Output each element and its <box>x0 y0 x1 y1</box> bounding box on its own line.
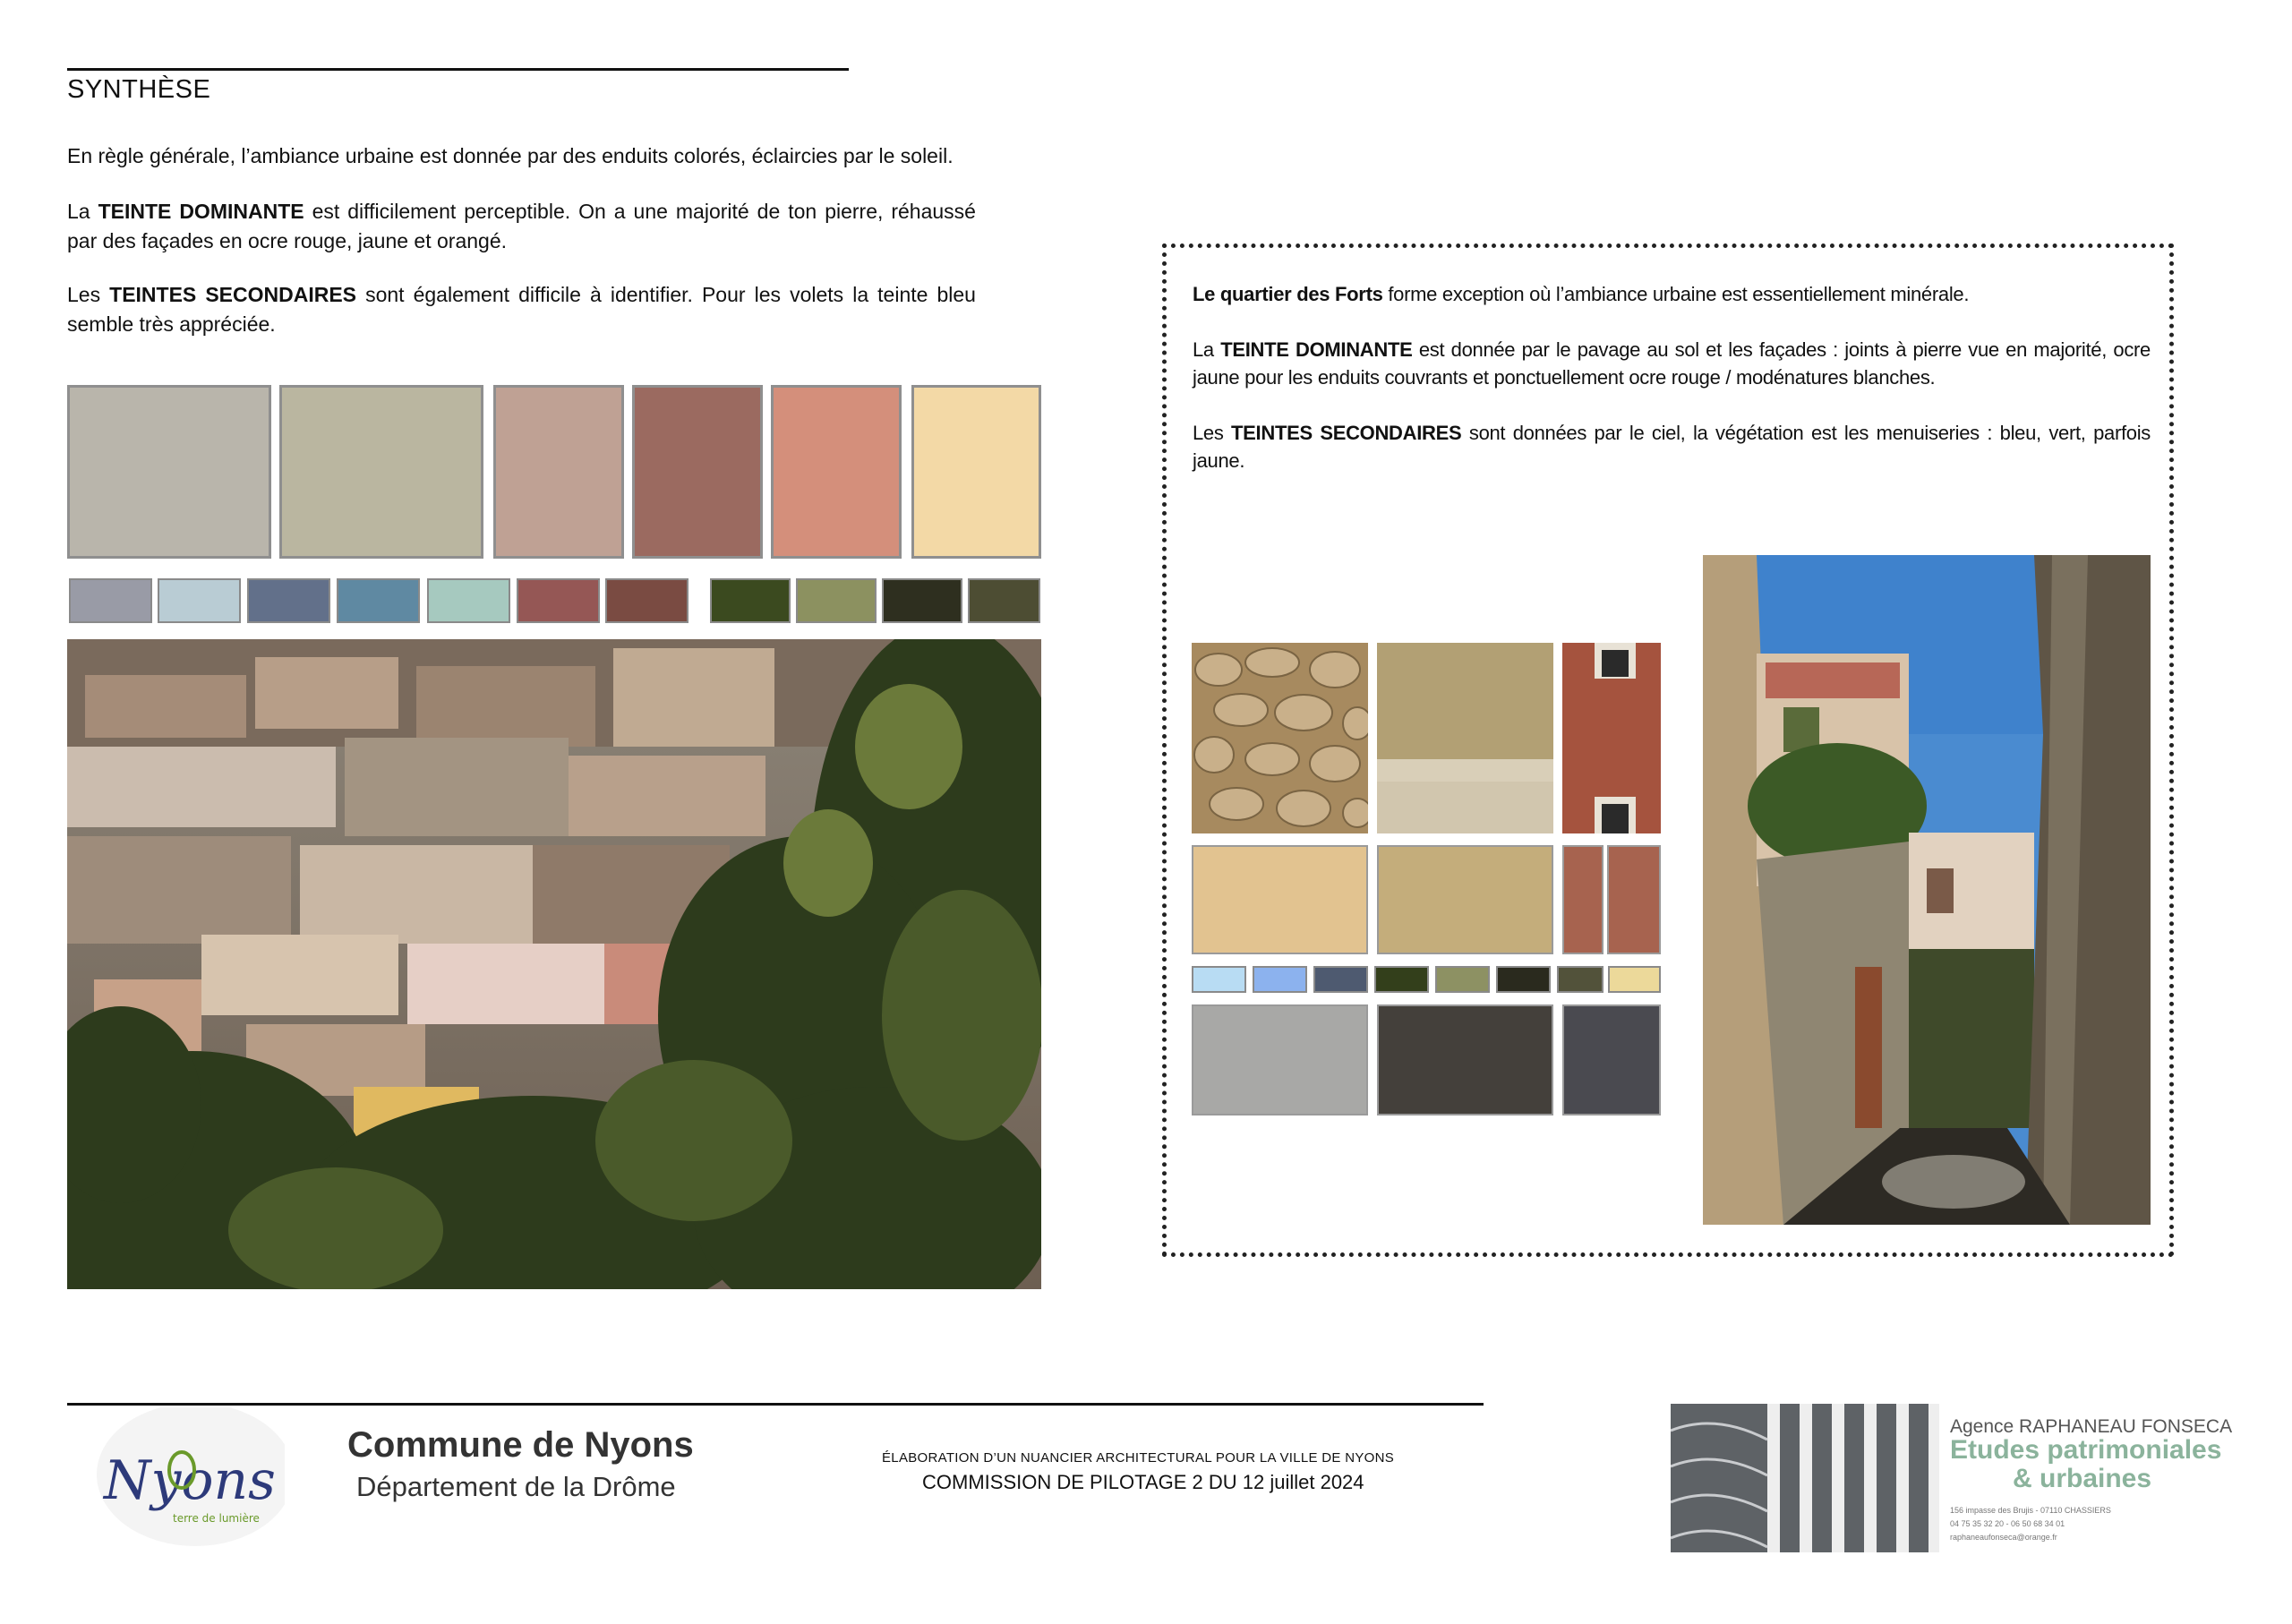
forts-secondary-swatch-1 <box>1192 966 1246 993</box>
intro-text: En règle générale, l’ambiance urbaine est donnée par des enduits colorés, éclaircies par le soleil. <box>67 144 954 167</box>
nyons-logo-icon <box>97 1407 285 1551</box>
forts-neutral-swatch-2 <box>1377 1004 1553 1115</box>
secondary-prefix: Les <box>67 283 110 306</box>
department-name: Département de la Drôme <box>356 1471 676 1502</box>
nyons-logo-text: Nyons <box>104 1449 276 1512</box>
forts-label: Le quartier des Forts <box>1193 283 1383 305</box>
footer-rule <box>67 1403 1484 1406</box>
agency-etudes-line1: Etudes patrimoniales <box>1950 1435 2222 1465</box>
agency-logo-image <box>1671 1404 1939 1552</box>
dominant-label: TEINTE DOMINANTE <box>98 200 304 223</box>
forts-secondary-swatch-5 <box>1435 966 1490 993</box>
nyons-logo-tagline: terre de lumière <box>173 1512 260 1525</box>
forts-secondary-swatch-3 <box>1313 966 1368 993</box>
right-dominant-label: TEINTE DOMINANTE <box>1220 338 1413 361</box>
secondary-swatch-8 <box>710 578 791 623</box>
commune-name: Commune de Nyons <box>347 1425 694 1465</box>
forts-secondary-swatch-6 <box>1496 966 1551 993</box>
secondary-paragraph <box>67 280 976 339</box>
agency-phone: 04 75 35 32 20 - 06 50 68 34 01 <box>1950 1519 2065 1528</box>
page-title: SYNTHÈSE <box>67 75 211 104</box>
nyons-aerial-photo <box>67 639 1041 1289</box>
header-rule <box>67 68 849 71</box>
forts-neutral-swatch-1 <box>1192 1004 1368 1115</box>
agency-email: raphaneaufonseca@orange.fr <box>1950 1533 2057 1542</box>
commission-date: COMMISSION DE PILOTAGE 2 DU 12 juillet 2024 <box>922 1471 1364 1493</box>
secondary-swatch-3 <box>247 578 330 623</box>
forts-text: forme exception où l’ambiance urbaine est essentiellement minérale. <box>1382 283 1970 305</box>
forts-dominant-swatch-3 <box>1562 845 1604 954</box>
right-secondary-text: sont données par le ciel, la végétation est les menuiseries : bleu, vert, parfois jaune. <box>1193 422 2151 472</box>
right-dominant-text: est donnée par le pavage au sol et les façades : joints à pierre vue en majorité, ocre jaune pour les enduits couvrants et ponctuellement ocre rouge / modénatures blanches. <box>1193 338 2151 389</box>
red-ochre-facade-texture <box>1562 643 1661 833</box>
secondary-swatch-9 <box>796 578 877 623</box>
secondary-text: sont également difficile à identifier. Pour les volets la teinte bleu semble très appréciée. <box>67 283 976 336</box>
dominant-swatch-4 <box>632 385 763 559</box>
elaboration-title: ÉLABORATION D’UN NUANCIER ARCHITECTURAL POUR LA VILLE DE NYONS <box>882 1450 1395 1466</box>
secondary-label: TEINTES SECONDAIRES <box>109 283 357 306</box>
secondary-swatch-11 <box>968 578 1040 623</box>
agency-name: Agence RAPHANEAU FONSECA <box>1950 1416 2233 1437</box>
dominant-paragraph <box>67 197 976 256</box>
secondary-swatch-10 <box>882 578 962 623</box>
secondary-swatch-4 <box>337 578 420 623</box>
right-secondary-paragraph <box>1193 419 2151 474</box>
secondary-swatch-1 <box>69 578 152 623</box>
dominant-swatch-1 <box>67 385 271 559</box>
dominant-swatch-5 <box>771 385 902 559</box>
stone-paving-texture <box>1192 643 1368 833</box>
dominant-text: est difficilement perceptible. On a une majorité de ton pierre, réhaussé par des façades en ocre rouge, jaune et orangé. <box>67 200 976 252</box>
forts-dominant-swatch-2 <box>1377 845 1553 954</box>
forts-dominant-swatch-1 <box>1192 845 1368 954</box>
dominant-swatch-3 <box>493 385 624 559</box>
forts-secondary-swatch-8 <box>1608 966 1661 993</box>
forts-secondary-swatch-2 <box>1253 966 1307 993</box>
right-dominant-paragraph <box>1193 336 2151 391</box>
forts-alley-photo <box>1703 555 2151 1225</box>
forts-paragraph <box>1193 280 2151 308</box>
secondary-swatch-5 <box>427 578 510 623</box>
ochre-facade-texture <box>1377 643 1553 833</box>
agency-etudes-line2: & urbaines <box>2013 1464 2152 1493</box>
dominant-prefix: La <box>67 200 98 223</box>
secondary-swatch-2 <box>158 578 241 623</box>
right-dominant-prefix: La <box>1193 338 1221 361</box>
dominant-swatch-2 <box>279 385 483 559</box>
secondary-swatch-6 <box>517 578 600 623</box>
nyons-logo <box>97 1407 285 1551</box>
forts-dominant-swatch-4 <box>1607 845 1661 954</box>
secondary-swatch-7 <box>605 578 688 623</box>
forts-secondary-swatch-7 <box>1557 966 1604 993</box>
intro-paragraph <box>67 141 976 171</box>
dominant-swatch-6 <box>911 385 1041 559</box>
forts-neutral-swatch-3 <box>1562 1004 1661 1115</box>
forts-secondary-swatch-4 <box>1374 966 1429 993</box>
agency-address: 156 impasse des Brujis - 07110 CHASSIERS <box>1950 1506 2111 1515</box>
right-secondary-label: TEINTES SECONDAIRES <box>1231 422 1462 444</box>
right-secondary-prefix: Les <box>1193 422 1232 444</box>
